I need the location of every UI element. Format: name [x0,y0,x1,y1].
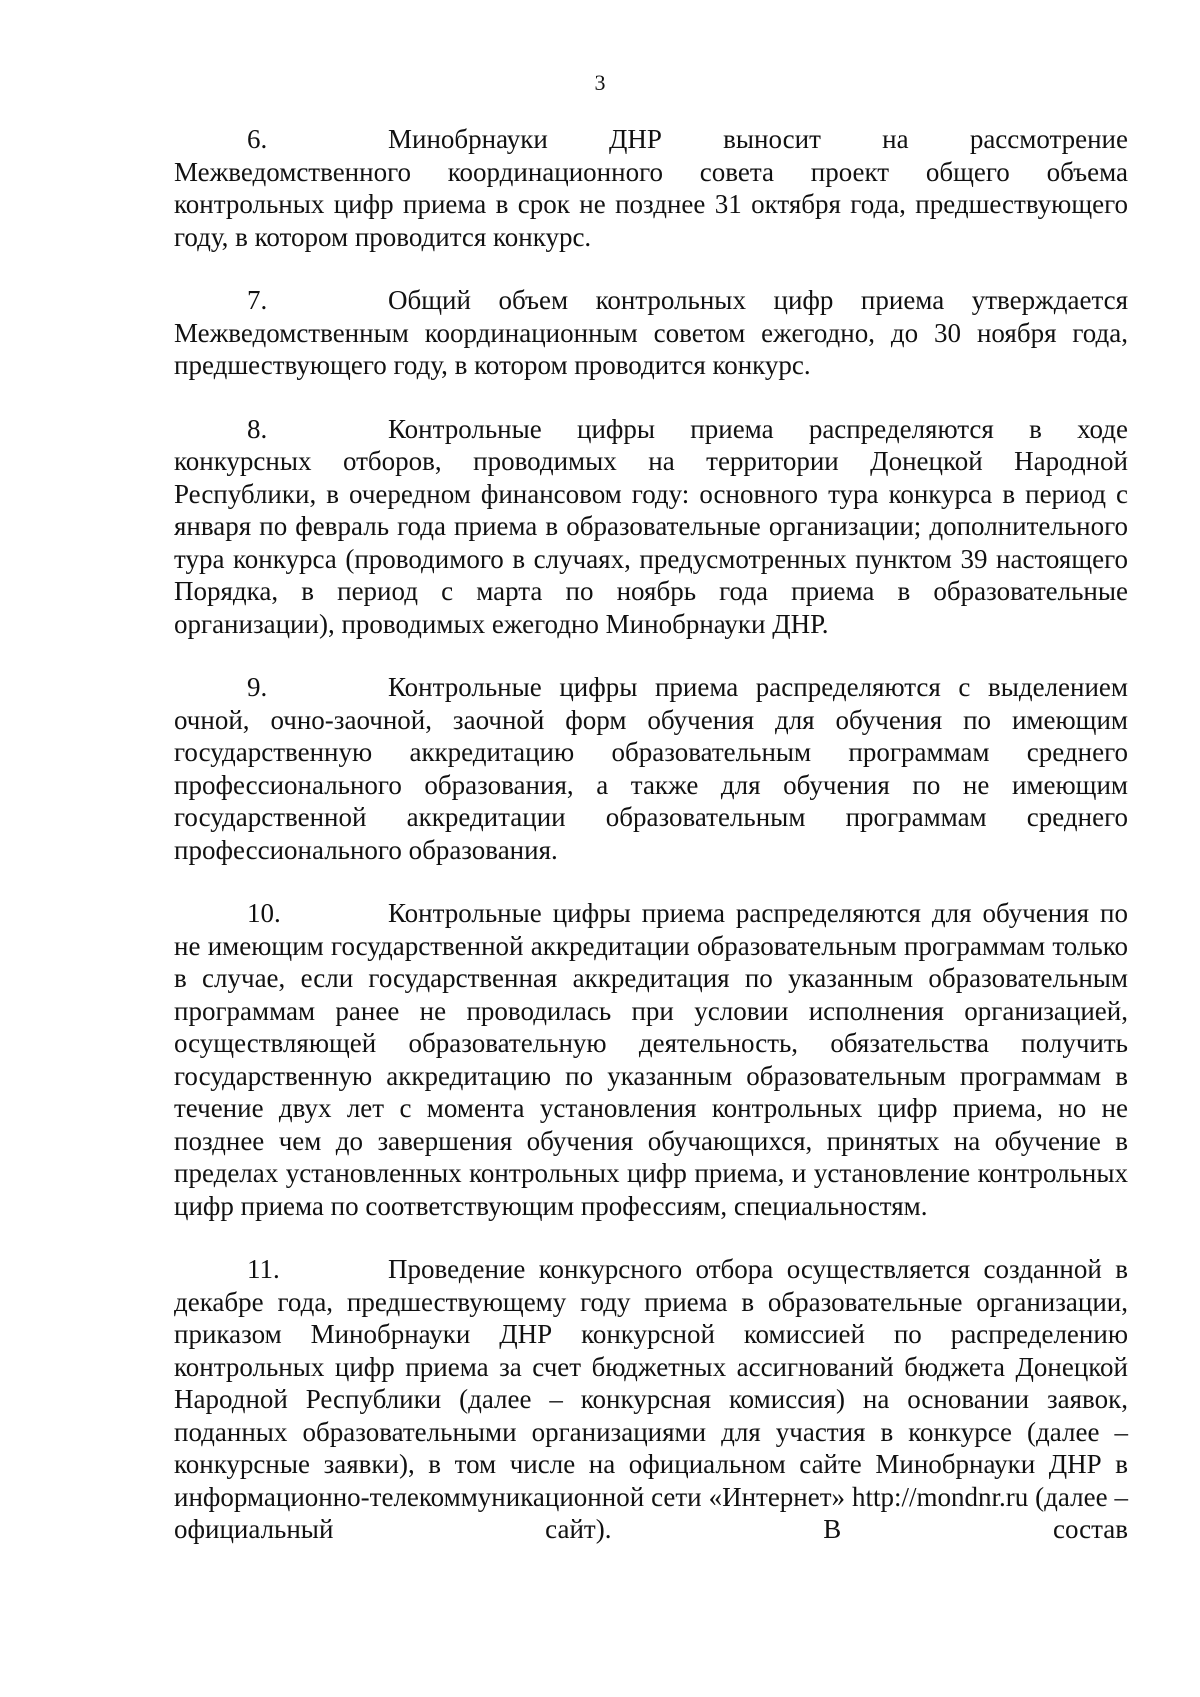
paragraph-text: Контрольные цифры приема распределяются с выделением очной, очно-заочной, заочной форм обучения для обучения по имеющим государственную аккредитацию образовательным программам среднего профессионального образования, а также для обучения по не имеющим государственной аккредитации образовательным программам среднего профессионального образования. [174,672,1128,865]
paragraph-text: Минобрнауки ДНР выносит на рассмотрение Межведомственного координационного совета проект общего объема контрольных цифр приема в срок не позднее 31 октября года, предшествующего году, в котором проводится конкурс. [174,124,1128,252]
paragraph-text: Контрольные цифры приема распределяются в ходе конкурсных отборов, проводимых на территории Донецкой Народной Республики, в очередном финансовом году: основного тура конкурса в период с января по февраль года приема в образовательные организации; дополнительного тура конкурса (проводимого в случаях, предусмотренных пунктом 39 настоящего Порядка, в период с марта по ноябрь года приема в образовательные организации), проводимых ежегодно Минобрнауки ДНР. [174,413,1128,639]
paragraph-11 [174,1253,1128,1546]
document-body [174,123,1128,1577]
paragraph-number: 7. [247,285,268,315]
page-number: 3 [594,70,606,95]
paragraph-7 [174,284,1128,382]
paragraph-10 [174,897,1128,1222]
paragraph-text: Контрольные цифры приема распределяются для обучения по не имеющим государственной аккредитации образовательным программам только в случае, если государственная аккредитация по указанным образовательным программам ранее не проводилась при условии исполнения организацией, осуществляющей образовательную деятельность, обязательства получить государственную аккредитацию по указанным образовательным программам в течение двух лет с момента установления контрольных цифр приема, но не позднее чем до завершения обучения обучающихся, принятых на обучение в пределах установленных контрольных цифр приема, и установление контрольных цифр приема по соответствующим профессиям, специальностям. [174,898,1128,1221]
paragraph-9 [174,671,1128,866]
paragraph-8 [174,413,1128,641]
paragraph-6 [174,123,1128,253]
paragraph-number: 11. [247,1254,280,1284]
paragraph-number: 10. [247,898,281,928]
paragraph-text: Общий объем контрольных цифр приема утверждается Межведомственным координационным советом ежегодно, до 30 ноября года, предшествующего году, в котором проводится конкурс. [174,285,1128,380]
paragraph-text: Проведение конкурсного отбора осуществляется созданной в декабре года, предшествующему году приема в образовательные организации, приказом Минобрнауки ДНР конкурсной комиссией по распределению контрольных цифр приема за счет бюджетных ассигнований бюджета Донецкой Народной Республики (далее – конкурсная комиссия) на основании заявок, поданных образовательными организациями для участия в конкурсе (далее – конкурсные заявки), в том числе на официальном сайте Минобрнауки ДНР в информационно-телекоммуникационной сети «Интернет» http://mondnr.ru (далее – официальный сайт). В состав [174,1254,1128,1544]
paragraph-number: 8. [247,413,268,444]
paragraph-number: 9. [247,672,268,702]
paragraph-number: 6. [247,124,268,154]
